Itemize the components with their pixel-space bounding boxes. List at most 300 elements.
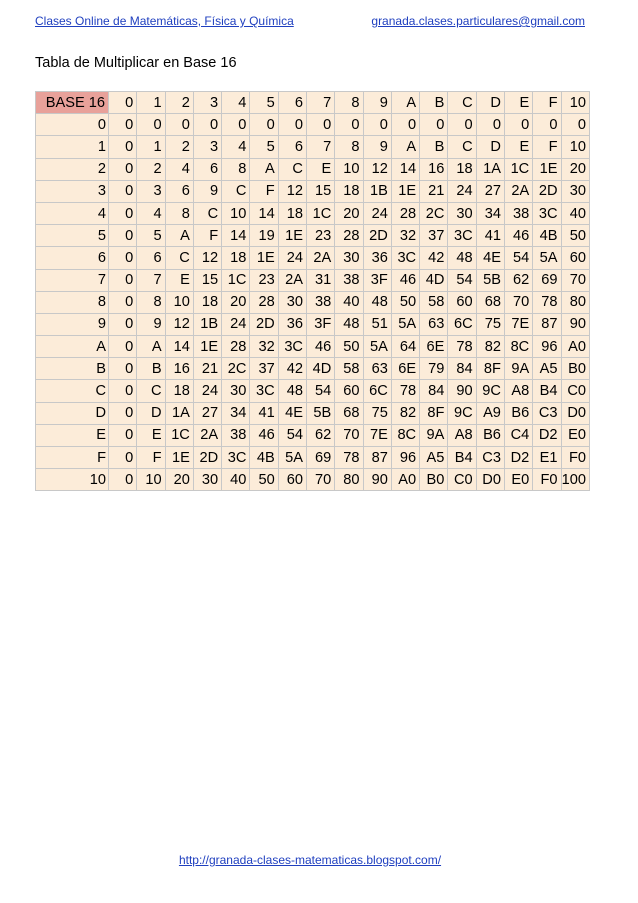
table-cell: 28 xyxy=(335,225,363,247)
table-cell: 2D xyxy=(533,180,561,202)
row-header: A xyxy=(36,336,109,358)
table-cell: 21 xyxy=(193,358,221,380)
table-cell: 3C xyxy=(448,225,476,247)
table-cell: 30 xyxy=(561,180,590,202)
table-cell: 2 xyxy=(137,158,165,180)
footer xyxy=(0,853,620,867)
table-cell: 9C xyxy=(476,380,504,402)
table-cell: 1E xyxy=(250,247,278,269)
table-cell: D0 xyxy=(561,402,590,424)
table-row xyxy=(36,225,590,247)
row-header: 5 xyxy=(36,225,109,247)
column-header: 2 xyxy=(165,92,193,114)
table-cell: 12 xyxy=(363,158,391,180)
column-header: 0 xyxy=(109,92,137,114)
table-cell: 5A xyxy=(533,247,561,269)
table-cell: 46 xyxy=(391,269,419,291)
table-cell: 80 xyxy=(561,291,590,313)
table-cell: D2 xyxy=(533,424,561,446)
table-cell: 30 xyxy=(222,380,250,402)
table-cell: B xyxy=(137,358,165,380)
table-cell: F0 xyxy=(561,447,590,469)
table-cell: 18 xyxy=(335,180,363,202)
row-header: 10 xyxy=(36,469,109,491)
table-cell: 34 xyxy=(476,202,504,224)
table-cell: 2C xyxy=(420,202,448,224)
table-cell: 38 xyxy=(306,291,334,313)
table-cell: 18 xyxy=(222,247,250,269)
table-cell: 16 xyxy=(165,358,193,380)
table-cell: 32 xyxy=(391,225,419,247)
table-cell: 24 xyxy=(222,313,250,335)
table-cell: 1C xyxy=(222,269,250,291)
table-cell: 54 xyxy=(504,247,532,269)
table-cell: 50 xyxy=(561,225,590,247)
table-cell: B0 xyxy=(420,469,448,491)
table-cell: 23 xyxy=(250,269,278,291)
table-cell: 24 xyxy=(363,202,391,224)
table-cell: 7E xyxy=(504,313,532,335)
table-cell: 0 xyxy=(165,114,193,136)
table-cell: 4 xyxy=(165,158,193,180)
table-cell: 78 xyxy=(448,336,476,358)
table-cell: 18 xyxy=(193,291,221,313)
table-cell: 0 xyxy=(363,114,391,136)
table-cell: B6 xyxy=(504,402,532,424)
table-cell: 90 xyxy=(561,313,590,335)
table-cell: 68 xyxy=(476,291,504,313)
table-cell: 14 xyxy=(165,336,193,358)
row-header: D xyxy=(36,402,109,424)
table-cell: 50 xyxy=(335,336,363,358)
table-cell: 3F xyxy=(363,269,391,291)
table-cell: 28 xyxy=(222,336,250,358)
table-cell: F xyxy=(250,180,278,202)
table-cell: 0 xyxy=(561,114,590,136)
table-cell: 1A xyxy=(476,158,504,180)
table-cell: 46 xyxy=(306,336,334,358)
table-cell: 7 xyxy=(306,136,334,158)
table-cell: A xyxy=(391,136,419,158)
table-cell: 12 xyxy=(278,180,306,202)
table-cell: 8C xyxy=(391,424,419,446)
table-cell: 4E xyxy=(476,247,504,269)
table-cell: 15 xyxy=(193,269,221,291)
table-cell: A xyxy=(165,225,193,247)
row-header: 8 xyxy=(36,291,109,313)
table-cell: E0 xyxy=(561,424,590,446)
table-cell: 79 xyxy=(420,358,448,380)
table-cell: 0 xyxy=(250,114,278,136)
table-cell: A8 xyxy=(448,424,476,446)
table-cell: 2D xyxy=(250,313,278,335)
table-cell: 78 xyxy=(335,447,363,469)
table-cell: 15 xyxy=(306,180,334,202)
page-title: Tabla de Multiplicar en Base 16 xyxy=(35,55,237,71)
table-cell: 20 xyxy=(561,158,590,180)
table-cell: 0 xyxy=(420,114,448,136)
table-row xyxy=(36,158,590,180)
footer-blog-link[interactable]: http://granada-clases-matematicas.blogspot.com/ xyxy=(178,853,442,867)
table-cell: 0 xyxy=(109,114,137,136)
table-cell: 32 xyxy=(250,336,278,358)
table-cell: 1B xyxy=(193,313,221,335)
column-header: E xyxy=(504,92,532,114)
table-cell: 1C xyxy=(306,202,334,224)
table-cell: 1E xyxy=(165,447,193,469)
table-cell: 3C xyxy=(278,336,306,358)
table-cell: 0 xyxy=(109,313,137,335)
table-cell: F xyxy=(533,136,561,158)
table-cell: 4B xyxy=(533,225,561,247)
table-cell: 0 xyxy=(109,136,137,158)
row-header: 9 xyxy=(36,313,109,335)
table-cell: A xyxy=(250,158,278,180)
column-header: 10 xyxy=(561,92,590,114)
table-cell: 48 xyxy=(278,380,306,402)
table-cell: 21 xyxy=(420,180,448,202)
table-cell: D2 xyxy=(504,447,532,469)
table-cell: 2A xyxy=(278,269,306,291)
table-cell: 0 xyxy=(391,114,419,136)
row-header: C xyxy=(36,380,109,402)
table-cell: A8 xyxy=(504,380,532,402)
table-cell: 9 xyxy=(137,313,165,335)
column-header: 6 xyxy=(278,92,306,114)
table-cell: 5A xyxy=(278,447,306,469)
table-cell: 48 xyxy=(448,247,476,269)
table-cell: 0 xyxy=(109,447,137,469)
table-cell: 60 xyxy=(335,380,363,402)
table-cell: 5 xyxy=(250,136,278,158)
table-cell: 3 xyxy=(193,136,221,158)
table-cell: 0 xyxy=(109,380,137,402)
table-cell: 50 xyxy=(391,291,419,313)
table-cell: 41 xyxy=(476,225,504,247)
table-cell: 20 xyxy=(335,202,363,224)
table-cell: 60 xyxy=(561,247,590,269)
table-cell: 38 xyxy=(335,269,363,291)
table-cell: 30 xyxy=(193,469,221,491)
column-header: C xyxy=(448,92,476,114)
column-header: 1 xyxy=(137,92,165,114)
table-cell: 0 xyxy=(476,114,504,136)
table-cell: 82 xyxy=(476,336,504,358)
table-cell: C xyxy=(222,180,250,202)
table-cell: 12 xyxy=(165,313,193,335)
row-header: F xyxy=(36,447,109,469)
table-cell: 90 xyxy=(363,469,391,491)
table-cell: 16 xyxy=(420,158,448,180)
column-header: A xyxy=(391,92,419,114)
table-cell: 1E xyxy=(391,180,419,202)
table-cell: 1C xyxy=(165,424,193,446)
table-cell: 2A xyxy=(306,247,334,269)
row-header: 4 xyxy=(36,202,109,224)
table-cell: F xyxy=(193,225,221,247)
table-row xyxy=(36,313,590,335)
table-cell: 50 xyxy=(250,469,278,491)
table-row xyxy=(36,424,590,446)
table-cell: 12 xyxy=(193,247,221,269)
table-cell: 62 xyxy=(306,424,334,446)
table-cell: 28 xyxy=(250,291,278,313)
table-cell: 1E xyxy=(533,158,561,180)
table-cell: 4D xyxy=(306,358,334,380)
column-header: 7 xyxy=(306,92,334,114)
table-row xyxy=(36,447,590,469)
table-cell: 18 xyxy=(448,158,476,180)
table-cell: 18 xyxy=(278,202,306,224)
column-header: 3 xyxy=(193,92,221,114)
table-cell: 8 xyxy=(335,136,363,158)
header-email-link[interactable]: granada.clases.particulares@gmail.com xyxy=(371,14,585,28)
table-body xyxy=(36,92,590,491)
table-cell: 14 xyxy=(222,225,250,247)
table-cell: D xyxy=(476,136,504,158)
table-cell: 1E xyxy=(278,225,306,247)
table-cell: 54 xyxy=(448,269,476,291)
table-corner-label: BASE 16 xyxy=(36,92,109,114)
table-cell: 1B xyxy=(363,180,391,202)
table-cell: 0 xyxy=(193,114,221,136)
table-cell: 87 xyxy=(533,313,561,335)
table-cell: 0 xyxy=(109,469,137,491)
table-row xyxy=(36,358,590,380)
table-cell: 0 xyxy=(109,202,137,224)
table-cell: 41 xyxy=(250,402,278,424)
table-cell: 69 xyxy=(306,447,334,469)
table-cell: 84 xyxy=(448,358,476,380)
table-cell: 63 xyxy=(420,313,448,335)
table-cell: B4 xyxy=(533,380,561,402)
table-cell: 3 xyxy=(137,180,165,202)
table-cell: 70 xyxy=(306,469,334,491)
table-row xyxy=(36,247,590,269)
table-cell: 0 xyxy=(109,291,137,313)
table-cell: C xyxy=(165,247,193,269)
table-cell: 14 xyxy=(250,202,278,224)
table-cell: 5B xyxy=(306,402,334,424)
table-cell: 5 xyxy=(137,225,165,247)
table-cell: 0 xyxy=(278,114,306,136)
table-cell: 19 xyxy=(250,225,278,247)
table-cell: B4 xyxy=(448,447,476,469)
table-cell: 36 xyxy=(278,313,306,335)
table-cell: 38 xyxy=(504,202,532,224)
table-cell: 48 xyxy=(363,291,391,313)
table-cell: C4 xyxy=(504,424,532,446)
table-cell: 2D xyxy=(193,447,221,469)
table-row xyxy=(36,469,590,491)
table-cell: 69 xyxy=(533,269,561,291)
table-cell: 84 xyxy=(420,380,448,402)
table-cell: 96 xyxy=(391,447,419,469)
table-cell: 2D xyxy=(363,225,391,247)
table-cell: 6E xyxy=(420,336,448,358)
table-cell: 23 xyxy=(306,225,334,247)
table-cell: 68 xyxy=(335,402,363,424)
table-cell: 78 xyxy=(533,291,561,313)
table-cell: 4B xyxy=(250,447,278,469)
table-cell: 48 xyxy=(335,313,363,335)
table-cell: 9 xyxy=(363,136,391,158)
table-cell: 42 xyxy=(278,358,306,380)
table-cell: 3C xyxy=(222,447,250,469)
table-cell: 0 xyxy=(109,225,137,247)
table-row xyxy=(36,136,590,158)
table-cell: 8 xyxy=(165,202,193,224)
table-cell: 2A xyxy=(193,424,221,446)
table-cell: 64 xyxy=(391,336,419,358)
table-cell: C3 xyxy=(476,447,504,469)
table-cell: 7E xyxy=(363,424,391,446)
table-cell: 8F xyxy=(476,358,504,380)
table-cell: 3C xyxy=(250,380,278,402)
table-cell: D xyxy=(137,402,165,424)
row-header: 6 xyxy=(36,247,109,269)
table-cell: A9 xyxy=(476,402,504,424)
table-cell: E xyxy=(504,136,532,158)
table-row xyxy=(36,114,590,136)
table-cell: A0 xyxy=(561,336,590,358)
table-row xyxy=(36,180,590,202)
table-cell: 0 xyxy=(222,114,250,136)
table-cell: 40 xyxy=(561,202,590,224)
table-cell: 4 xyxy=(222,136,250,158)
table-cell: 8 xyxy=(137,291,165,313)
table-cell: F0 xyxy=(533,469,561,491)
table-cell: 0 xyxy=(109,336,137,358)
table-cell: 1 xyxy=(137,136,165,158)
table-cell: 40 xyxy=(335,291,363,313)
table-cell: 4D xyxy=(420,269,448,291)
table-cell: 58 xyxy=(420,291,448,313)
header-website-link[interactable]: Clases Online de Matemáticas, Física y Química xyxy=(35,14,294,28)
row-header: 2 xyxy=(36,158,109,180)
table-cell: 10 xyxy=(165,291,193,313)
table-cell: 0 xyxy=(137,114,165,136)
table-cell: 46 xyxy=(504,225,532,247)
table-row xyxy=(36,380,590,402)
table-cell: 30 xyxy=(448,202,476,224)
table-cell: 5A xyxy=(363,336,391,358)
table-cell: 31 xyxy=(306,269,334,291)
table-cell: 37 xyxy=(420,225,448,247)
table-cell: 14 xyxy=(391,158,419,180)
table-cell: 0 xyxy=(109,358,137,380)
column-header: 8 xyxy=(335,92,363,114)
table-cell: 0 xyxy=(448,114,476,136)
table-row xyxy=(36,336,590,358)
table-cell: 60 xyxy=(278,469,306,491)
table-cell: 9 xyxy=(193,180,221,202)
multiplication-table xyxy=(35,91,590,491)
row-header: 7 xyxy=(36,269,109,291)
table-cell: A5 xyxy=(533,358,561,380)
column-header: 4 xyxy=(222,92,250,114)
table-cell: D0 xyxy=(476,469,504,491)
table-cell: 34 xyxy=(222,402,250,424)
row-header: B xyxy=(36,358,109,380)
table-cell: 100 xyxy=(561,469,590,491)
table-row xyxy=(36,202,590,224)
table-cell: 8F xyxy=(420,402,448,424)
column-header: 5 xyxy=(250,92,278,114)
table-row xyxy=(36,291,590,313)
table-cell: 18 xyxy=(165,380,193,402)
table-cell: 54 xyxy=(306,380,334,402)
table-cell: 0 xyxy=(533,114,561,136)
table-cell: 0 xyxy=(109,269,137,291)
table-cell: 46 xyxy=(250,424,278,446)
column-header: B xyxy=(420,92,448,114)
table-cell: 8 xyxy=(222,158,250,180)
row-header: 0 xyxy=(36,114,109,136)
table-cell: E xyxy=(137,424,165,446)
table-cell: E xyxy=(165,269,193,291)
table-cell: C xyxy=(137,380,165,402)
table-cell: C xyxy=(278,158,306,180)
column-header: 9 xyxy=(363,92,391,114)
table-cell: 70 xyxy=(504,291,532,313)
table-cell: 0 xyxy=(109,424,137,446)
table-cell: 10 xyxy=(561,136,590,158)
table-cell: B6 xyxy=(476,424,504,446)
table-cell: F xyxy=(137,447,165,469)
table-cell: 36 xyxy=(363,247,391,269)
table-cell: 3C xyxy=(391,247,419,269)
column-header: D xyxy=(476,92,504,114)
table-cell: E xyxy=(306,158,334,180)
table-cell: 40 xyxy=(222,469,250,491)
table-cell: 5A xyxy=(391,313,419,335)
table-cell: A0 xyxy=(391,469,419,491)
table-cell: 6C xyxy=(448,313,476,335)
table-cell: 7 xyxy=(137,269,165,291)
table-cell: 96 xyxy=(533,336,561,358)
table-cell: 0 xyxy=(109,402,137,424)
table-cell: 38 xyxy=(222,424,250,446)
table-cell: 37 xyxy=(250,358,278,380)
table-cell: 0 xyxy=(306,114,334,136)
column-header: F xyxy=(533,92,561,114)
table-cell: C0 xyxy=(561,380,590,402)
row-header: 1 xyxy=(36,136,109,158)
table-cell: B0 xyxy=(561,358,590,380)
table-cell: 5B xyxy=(476,269,504,291)
table-cell: 2 xyxy=(165,136,193,158)
table-cell: 63 xyxy=(363,358,391,380)
table-cell: 9C xyxy=(448,402,476,424)
table-cell: C xyxy=(193,202,221,224)
table-cell: 9A xyxy=(420,424,448,446)
table-cell: 2A xyxy=(504,180,532,202)
table-cell: C xyxy=(448,136,476,158)
table-cell: 6E xyxy=(391,358,419,380)
table-header-row xyxy=(36,92,590,114)
table-cell: 6C xyxy=(363,380,391,402)
table-row xyxy=(36,402,590,424)
table-cell: 10 xyxy=(222,202,250,224)
table-cell: E1 xyxy=(533,447,561,469)
row-header: 3 xyxy=(36,180,109,202)
table-cell: E0 xyxy=(504,469,532,491)
table-cell: 60 xyxy=(448,291,476,313)
table-cell: 0 xyxy=(109,180,137,202)
table-cell: 10 xyxy=(335,158,363,180)
table-cell: 54 xyxy=(278,424,306,446)
